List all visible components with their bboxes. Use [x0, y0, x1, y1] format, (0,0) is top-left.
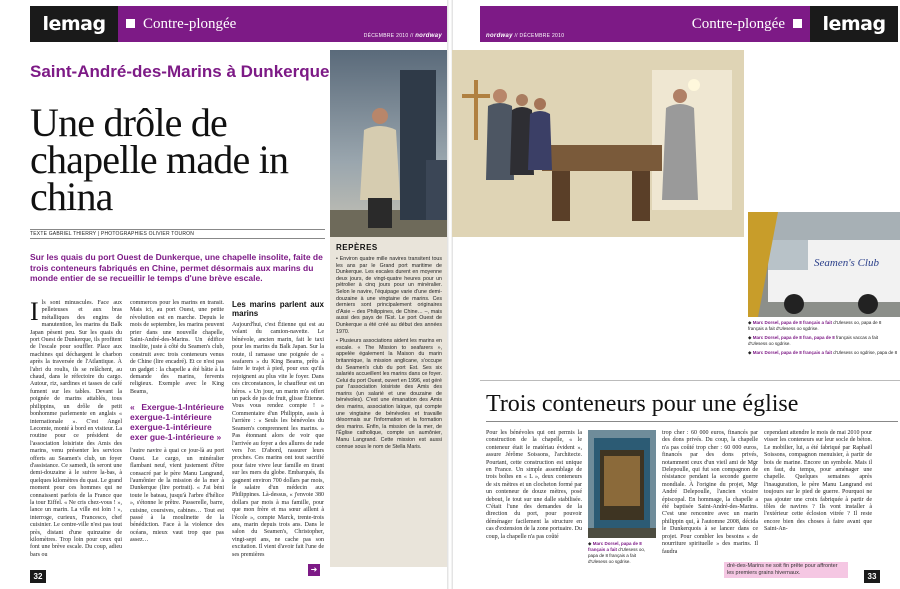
issue-month-right: DÉCEMBRE 2010 — [519, 33, 565, 39]
right-page — [452, 0, 900, 589]
issue-info: DÉCEMBRE 2010 // nordway — [363, 33, 442, 39]
caption-3-text: d'Ulesess oo sgdrise, papa de 8 — [833, 350, 898, 355]
caption-2-name: Marc Dorsel, papa de 8 fran, papa de 8 — [752, 335, 835, 340]
sidebar-column-3 — [662, 430, 758, 560]
section-label-right: Contre-plongée — [691, 16, 785, 32]
article-headline: Une drôle de chapelle made in china — [30, 100, 289, 219]
reperes-paragraph-2: • Plusieurs associations aident les marins en escale. « The Mission to seafarers », appelée également la Maison du marin britannique, la mission anglicane, s'occupe du Seamen's club du port Est. Ses six salariés accueillent les marins dans ce foyer. Celui du port Ouest, ouvert en 1996, est géré par l'association loisiriste des Amis des marins (un salarié et une douzaine de bénévoles). C'est une émanation des Amis des marins, association laïque, qui compte une vingtaine de bénévoles et travaille désormais sur l'information et la formation des marins. Enfin, la mission de la mer, de l'Église catholique, compte un aumônier, Manu Langrand. Cette mission est aussi connue sous le nom de Stella Maris. — [336, 338, 443, 450]
column-2-text: commerces pour les marins en transit. Mais ici, au port Ouest, une petite révolution est en marche. Depuis le mois de septembre, les marins peuvent prier dans une nouvelle chapelle, Saint-André-des-Marins. Un édifice insolite, juste à côté du Seamen's club, construit avec trois conteneurs venus de Chine (lire encadré). Et ce n'est pas un gadget : la chapelle a été bâtie à la demande des marins, fervents religieux. Exemple avec le King Beams, — [130, 300, 224, 395]
photo-container-door — [588, 430, 656, 538]
photo-chapel-interior — [452, 50, 744, 237]
caption-3-name: Marc Dorsel, papa de 8 français a fait — [752, 350, 833, 355]
column-1-text: ls sont minuscules. Face aux pelleteuses et aux bras métalliques des engins de manutention, les marins du Balk Japan pèsent peu. Sur les quais du port Ouest de Dunkerque, ils profitent de l'escale pour souffler. Place aux machines qui déchargent le charbon après la traversée de l'Atlantique. À l'abri du roulis, ils se relâchent, au chaud, dans le réfectoire du cargo. Autour, riz, sardines et tasses de café fument sur les tables. Devant la poignée de marins attablés, tous philippins, un drôle de petit bonhomme parlemente en anglais « internationale ». C'est Angel Lecomte, monté à bord en visiteur. La routine pour ce président de l'association loisiriste des Amis des marins, venu présenter les services offerts au Seamen's club, un foyer d'assistance. Ce samedi, ils seront une demi-douzaine à le suivre la-bas, à quelques kilomètres du quai. Le grand moment pour ces hommes qui ne connaissent parfois de la France que la tour Eiffel. « Ne cris chez-vous ! », lance un marin. La ville est loin ! », interroge, curieux, Francesco, chef cuisinier. Le centre-ville n'est pas tout près, distant d'une quinzaine de kilomètres. Trop loin pour ceux qui font une brève escale. Du coup, adieu bars ou — [30, 300, 122, 558]
caption-1: ◆ Marc Dorsel, papa de 8 français a fait d'Ulesess oo, papa de 8 français a fait d'Ulesess oo sgdrise. — [748, 320, 882, 331]
van-lettering: Seamen's Club — [814, 257, 879, 269]
reperes-paragraph-1: • Environ quatre mille navires transitent tous les ans par le Grand port maritime de Dunkerque. Les escales durent en moyenne deux jours, de vingt-quatre heures pour un pétrolier à cinq jours pour un minéralier. Selon le navire, l'équipage varie d'une demi-douzaine à une vingtaine de marins. Ces derniers sont principalement originaires d'Asie – des Philippines, de Chine… –, mais aussi des pays de l'Est. Le port Ouest de Dunkerque a été créé au début des années 1970. — [336, 256, 442, 335]
section-subhead: Les marins parlent aux marins — [232, 300, 324, 318]
container-caption-text: d'Ulesess oo, papa de 8 français a fait d'Ulesess oo sgdrise. — [588, 547, 646, 564]
column-2-text-b: l'autre navire à quai ce jour-là au port Ouest. Le cargo, un minéralier flambant neuf, vient justement d'être consacré par le père Manu Langrand, l'aumônier de la mission de la mer à Dunkerque (lire portrait). « J'ai béni toute le bateau, jusqu'à l'arbre d'hélice », s'étonne le prêtre. Passerelle, barre, cuisine, coursives, cabines… Tout est passé à la moulinette de la bénédiction. Face à la violence des océans, mieux vaut trop que pas assez… — [130, 448, 224, 544]
article-kicker: Saint-André-des-Marins à Dunkerque — [30, 62, 330, 81]
caption-1-text: d'Ulesess oo, papa de 8 français a fait d'Ulesess oo sgdrise. — [748, 320, 882, 331]
column-3-text: Aujourd'hui, c'est Étienne qui est au volant du camion-navette. Le bénévole, ancien marin, fait le taxi pour les marins du Balk Japan. Sur la route, il ramasse une poignée de « seafarers » du King Beams, prêts à faire le trajet à pied, pour eux qu'ils rejoignent au plus vite le foyer. Dans ces circonstances, le chauffeur est un héros. « Un jour, un marin m'a offert un pack de jus de fruit, glisse Étienne. Vous vous rendez compte ! » Commentaire d'un Philippin, assis à l'arrière : « Seuls les bénévoles du Seamen's comprennent les marins. » Pas étonnant alors de voir que l'arrivée au foyer a des allures de rade vers l'or. D'abord, rassurer leurs proches. Ces marins ont tout sacrifié pour faire vivre leur famille en tirant sur les mers du globe. Embarqués, ils gagnent environ 700 dollars par mois, le salaire d'un médecin aux Philippines. Là-dessus, « j'envoie 380 dollars par mois à ma famille, pour que mon frère et ma sœur aillent à l'école », compte Marck, trente-trois ans, marin depuis trois ans. Dans le salon du Seamen's, Christopher, vingt-sept ans, ne cache pas son excitation. Il vient d'avoir fait l'une de ses premières — [232, 322, 324, 558]
caption-2-text: français vaccas a fait d'Ulesess oo sgdrise. — [748, 335, 879, 346]
headline-rule — [486, 421, 898, 422]
container-photo-caption: ◆ Marc Dorsel, papa de 8 français a fait d'Ulesess oo, papa de 8 français a fait d'Ulesess oo sgdrise. — [588, 541, 646, 564]
sidebar-headline: Trois conteneurs pour une église — [486, 391, 799, 417]
brand-logo-right: lemag — [810, 6, 898, 42]
photo-captions — [748, 320, 898, 356]
pull-quote: « Exergue-1-Intérieure exergue-1-intérieure exergue-1-intérieure exer gue-1-intérieure » — [130, 402, 224, 443]
sidebar-column-3-text: trop cher : 60 000 euros, financés par des dons privés. Du coup, la chapelle n'a pas coûté trop cher : 60 000 euros, financés par des dons privés, notamment ceux d'un vieil ami de Mgr Delepoulle, qui fut son compagnon de résistance pendant la seconde guerre mondiale. À l'origine du projet, Mgr André Delepoulle, l'ancien vicaire épiscopal. En hommage, la chapelle a été baptisée Saint-André-des-Marins. C'est une rencontre avec un marin philippin qui, à l'automne 2008, décida le Dunkerquois à se lancer dans ce projet. Pour combler les besoins « de nourriture spirituelle » des marins. Il faudra — [662, 430, 758, 555]
photo-container-door-image — [588, 430, 656, 538]
text-column-2 — [130, 300, 224, 570]
overflow-note: dré-des-Marins ne soit fin prête pour affronter les premiers grains hivernaux. — [724, 562, 848, 578]
sidebar-column-4 — [764, 430, 872, 560]
sidebar-column-4-text: cependant attendre le mois de mai 2010 pour visser les conteneurs sur leur socle de béton. Le mobilier, lui, a été fabriqué par Raphaël Soissons, compagnon menuisier, à partir de bois de marine. Encore un symbole. Mais il en faut, du temps, pour aménager une chapelle. Quelques semaines après l'inauguration, le père Manu Langrand est toujours sur le pied de guerre. Pourquoi ne pas ajouter une croix fabriquée à partir de tôles de navires ? Ils vont installer à l'extérieur cette éclosion vitrée ? Il reste encore bien des choses à faire avant que Saint-An- — [764, 430, 872, 533]
brand-logo: lemag — [30, 6, 118, 42]
photo-chapel-man — [330, 50, 448, 237]
continue-arrow-icon: ➜ — [308, 564, 320, 576]
photo-seamens-club-van — [748, 212, 900, 317]
drop-cap: I — [30, 297, 39, 326]
text-column-1 — [30, 297, 122, 570]
reperes-sidebar — [330, 237, 448, 567]
issue-month: DÉCEMBRE 2010 — [363, 33, 409, 39]
sidebar-column-1 — [486, 430, 582, 570]
article-standfirst: Sur les quais du port Ouest de Dunkerque, une chapelle insolite, faite de trois conteneurs fabriqués en Chine, permet désormais aux marins du monde entier de se recueillir le temps d'une brève escale. — [30, 252, 323, 283]
caption-3: ◆ Marc Dorsel, papa de 8 français a fait d'Ulesess oo sgdrise, papa de 8 — [748, 350, 898, 355]
photo-chapel-interior-image — [452, 50, 744, 237]
left-page — [0, 0, 448, 589]
container-caption-name: Marc Dorsel, papa de 8 français a fait — [588, 541, 642, 552]
section-square-icon — [126, 19, 135, 28]
reperes-body — [330, 256, 448, 450]
issue-mag-right: nordway — [486, 33, 513, 39]
issue-info-right: nordway // DÉCEMBRE 2010 — [486, 33, 565, 39]
section-header — [118, 6, 448, 42]
reperes-title: REPÈRES — [336, 243, 378, 252]
sidebar-column-1-text: Pour les bénévoles qui ont permis la construction de la chapelle, « le conteneur était le matériau évident », assure Jérôme Soissons, l'architecte. Pourtant, cette construction est unique en France. Un simple assemblage de trois boîtes en « L », deux conteneurs de six mètres et un clocheton formé par un conteneur de douze mètres, posé debout, le tout sur une dalle stabilisée. C'était l'une des demandes de la direction du port, pour pouvoir déménager facilement la structure en cas d'extension de la zone portuaire. Du coup, la chapelle n'a pas coûté — [486, 430, 582, 540]
section-label: Contre-plongée — [143, 16, 237, 32]
page-number-right: 33 — [864, 570, 880, 583]
issue-mag: nordway — [415, 33, 442, 39]
text-column-3 — [232, 300, 324, 558]
section-square-icon-right — [793, 19, 802, 28]
photo-chapel-man-image — [330, 50, 448, 237]
section-header-right — [480, 6, 810, 42]
article-credits: TEXTE GABRIEL THIERRY | PHOTOGRAPHIES OLIVIER TOURON — [30, 229, 325, 239]
caption-1-name: Marc Dorsel, papa de 8 français a fait — [752, 320, 833, 325]
caption-2: ◆ Marc Dorsel, papa de 8 fran, papa de 8 français vaccas a fait d'Ulesess oo sgdrise. — [748, 335, 879, 346]
page-number-left: 32 — [30, 570, 46, 583]
